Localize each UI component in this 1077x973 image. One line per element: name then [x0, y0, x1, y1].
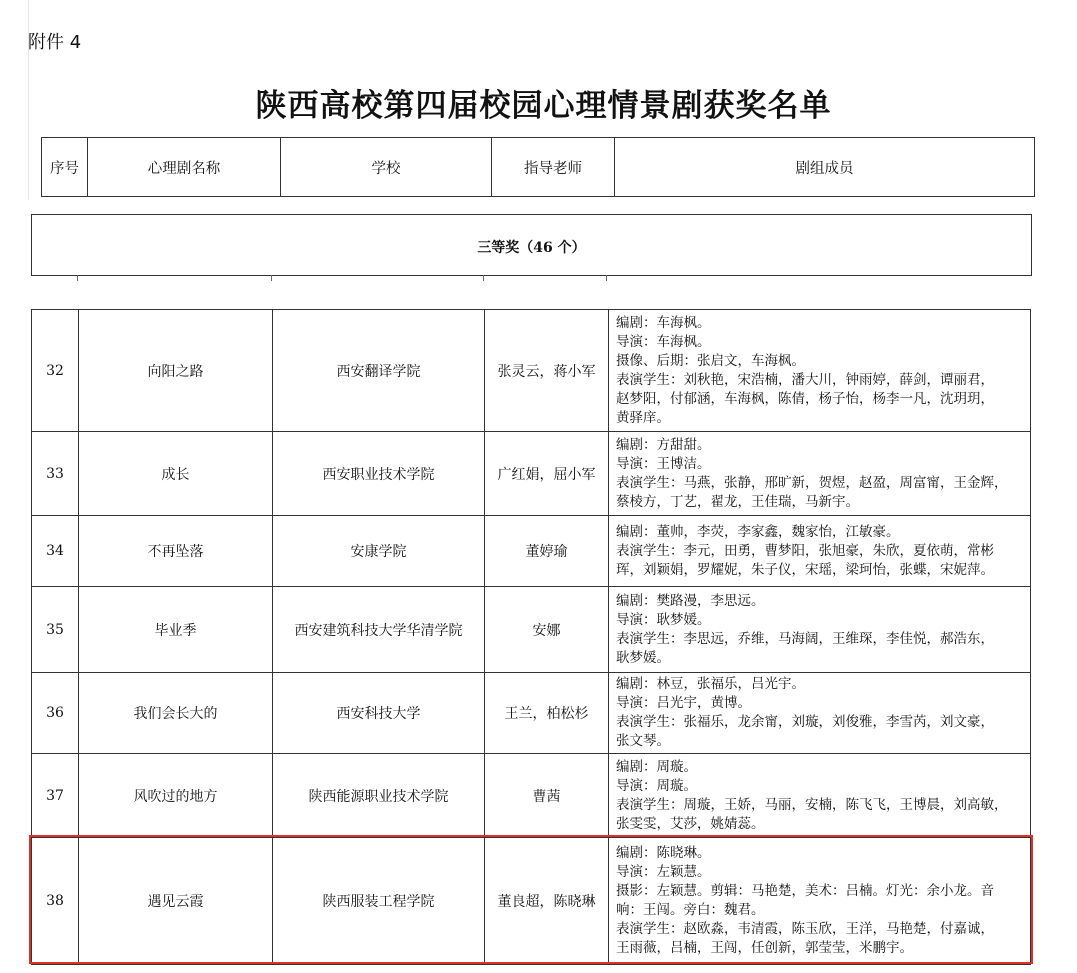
drama-name: 向阳之路: [79, 310, 273, 432]
highlight-box: [29, 835, 1033, 964]
col-header-school: 学校: [281, 138, 492, 197]
member-line: 导演：耿梦媛。: [616, 611, 711, 628]
col-header-members: 剧组成员: [615, 138, 1035, 197]
teacher-names: 王兰，柏松杉: [485, 673, 609, 754]
school-name: 西安建筑科技大学华清学院: [273, 587, 485, 673]
col-header-num: 序号: [42, 138, 88, 197]
row-number: 32: [32, 310, 79, 432]
drama-name: 不再坠落: [79, 516, 273, 587]
drama-name: 遇见云霞: [79, 838, 273, 965]
drama-name: 成长: [79, 432, 273, 516]
member-line: 编剧：林豆，张福乐，吕光宇。: [616, 676, 805, 692]
member-line: 耿梦媛。: [616, 649, 670, 666]
prize-label: 三等奖（46 个）: [477, 240, 586, 256]
member-line: 导演：王博洁。: [616, 455, 711, 472]
member-line: 摄影：左颖慧。剪辑：马艳楚，美术：吕楠。灯光：余小龙。音: [616, 883, 994, 899]
member-line: 导演：周璇。: [616, 777, 697, 794]
column-tick: [271, 275, 272, 281]
row-number: 33: [32, 432, 79, 516]
member-line: 响：王闯。旁白：魏君。: [616, 902, 765, 918]
column-tick: [483, 275, 484, 281]
cast-members: [609, 310, 1031, 432]
teacher-names: 张灵云，蒋小军: [485, 310, 609, 432]
member-line: 编剧：方甜甜。: [616, 436, 711, 453]
member-line: 表演学生：马燕，张静，邢旷新，贺煜，赵盈，周富甯，王金辉，: [616, 474, 1008, 491]
member-line: 张文琴。: [616, 733, 670, 749]
teacher-names: 安娜: [485, 587, 609, 673]
column-tick: [606, 275, 607, 281]
school-name: 陕西能源职业技术学院: [273, 754, 485, 838]
member-line: 珲，刘颖娟，罗耀妮，朱子仪，宋瑶，梁珂怡，张蝶，宋妮萍。: [616, 561, 994, 578]
col-header-teacher: 指导老师: [492, 138, 615, 197]
member-line: 蔡棱方，丁艺，翟龙，王佳瑞，马新宇。: [616, 493, 859, 510]
member-line: 导演：左颖慧。: [616, 864, 711, 880]
teacher-names: 曹茜: [485, 754, 609, 838]
table-row: [32, 673, 1031, 754]
table-row: [32, 310, 1031, 432]
cast-members: [609, 432, 1031, 516]
member-line: 编剧：陈晓琳。: [616, 845, 711, 861]
member-line: 编剧：车海枫。: [616, 314, 711, 331]
row-number: 37: [32, 754, 79, 838]
member-line: 赵梦阳，付郁涵，车海枫，陈倩，杨子怡，杨李一凡，沈玥玥，: [616, 390, 994, 407]
school-name: 安康学院: [273, 516, 485, 587]
member-line: 导演：车海枫。: [616, 333, 711, 350]
row-number: 36: [32, 673, 79, 754]
header-table: [41, 137, 1035, 197]
cast-members: [609, 587, 1031, 673]
member-line: 编剧：董帅，李荧，李家鑫，魏家怡，江敏豪。: [616, 523, 900, 540]
school-name: 陕西服装工程学院: [273, 838, 485, 965]
member-line: 导演：吕光宇，黄博。: [616, 695, 751, 711]
member-line: 编剧：樊路漫，李思远。: [616, 592, 765, 609]
row-number: 38: [32, 838, 79, 965]
member-line: 表演学生：李元，田勇，曹梦阳，张旭豪，朱欣，夏依萌，常彬: [616, 542, 994, 559]
member-line: 黄驿庠。: [616, 409, 670, 426]
table-row: [32, 516, 1031, 587]
cast-members: [609, 673, 1031, 754]
attachment-label: 附件 4: [28, 32, 82, 53]
header-row: [42, 138, 1035, 197]
member-line: 张雯雯，艾莎，姚婧蕊。: [616, 815, 765, 832]
member-line: 表演学生：张福乐，龙余甯，刘璇，刘俊雅，李雪芮，刘文豪，: [616, 714, 994, 730]
member-line: 摄像、后期：张启文，车海枫。: [616, 352, 805, 369]
table-row: [32, 587, 1031, 673]
document-title: 陕西高校第四届校园心理情景剧获奖名单: [255, 88, 832, 124]
school-name: 西安翻译学院: [273, 310, 485, 432]
cast-members: [609, 754, 1031, 838]
column-tick: [77, 275, 78, 281]
table-row: [32, 754, 1031, 838]
school-name: 西安职业技术学院: [273, 432, 485, 516]
prize-divider: [31, 275, 1032, 276]
col-header-name: 心理剧名称: [88, 138, 281, 197]
drama-name: 风吹过的地方: [79, 754, 273, 838]
teacher-names: 董良超，陈晓琳: [485, 838, 609, 965]
cast-members: [609, 516, 1031, 587]
prize-section: [31, 214, 1032, 276]
row-number: 35: [32, 587, 79, 673]
member-line: 表演学生：周璇，王娇，马丽，安楠，陈飞飞，王博晨，刘高敏，: [616, 796, 1008, 813]
school-name: 西安科技大学: [273, 673, 485, 754]
teacher-names: 广红娟，屈小军: [485, 432, 609, 516]
member-line: 表演学生：刘秋艳，宋浩楠，潘大川，钟雨婷，薛剑，谭丽君，: [616, 371, 994, 388]
drama-name: 毕业季: [79, 587, 273, 673]
drama-name: 我们会长大的: [79, 673, 273, 754]
member-line: 表演学生：李思远，乔维，马海阔，王维琛，李佳悦，郝浩东，: [616, 630, 994, 647]
member-line: 编剧：周璇。: [616, 758, 697, 775]
member-line: 王雨薇，吕楠，王闯，任创新，郭莹莹，米鹏宇。: [616, 940, 913, 956]
member-line: 表演学生：赵欧淼，韦清霞，陈玉欣，王洋，马艳楚，付嘉诚，: [616, 921, 994, 937]
row-number: 34: [32, 516, 79, 587]
teacher-names: 董婷瑜: [485, 516, 609, 587]
table-row: [32, 432, 1031, 516]
